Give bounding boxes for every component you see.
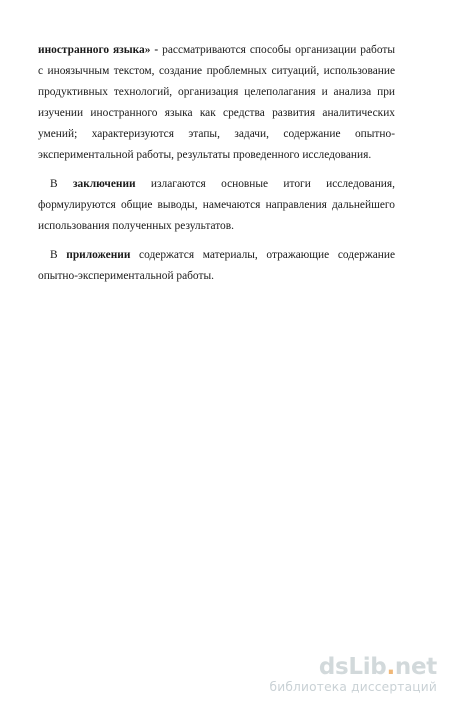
paragraph-prefix: В (50, 178, 73, 190)
paragraph-chapter-summary (38, 40, 395, 166)
watermark-subtitle: библиотека диссертаций (269, 680, 437, 694)
paragraph-text: содержатся материалы, отражающие содержание опытно-экспериментальной работы. (38, 249, 395, 282)
dslib-logo (319, 654, 437, 680)
bold-term-appendix: приложении (66, 249, 131, 261)
paragraph-appendix (38, 245, 395, 287)
paragraph-text: излагаются основные итоги исследования, формулируются общие выводы, намечаются направления дальнейшего использования полученных результатов. (38, 178, 395, 232)
bold-lead-text: иностранного языка» - (38, 44, 159, 56)
logo-dot: . (386, 654, 395, 680)
paragraph-conclusion (38, 174, 395, 237)
dslib-watermark (237, 654, 437, 698)
paragraph-text: рассматриваются способы организации работы с иноязычным текстом, создание проблемных ситуаций, использование продуктивных технологий, организация целеполагания и анализа при изучении иностранного языка как средства развития аналитических умений; характеризуются этапы, задачи, содержание опытно-экспериментальной работы, результаты проведенного исследования. (38, 44, 396, 161)
paragraph-prefix: В (50, 249, 67, 261)
bold-term-conclusion: заключении (72, 178, 136, 190)
document-body (38, 40, 395, 295)
logo-part-net: net (394, 654, 437, 680)
logo-part-ds-lib: dsLib (318, 654, 387, 680)
